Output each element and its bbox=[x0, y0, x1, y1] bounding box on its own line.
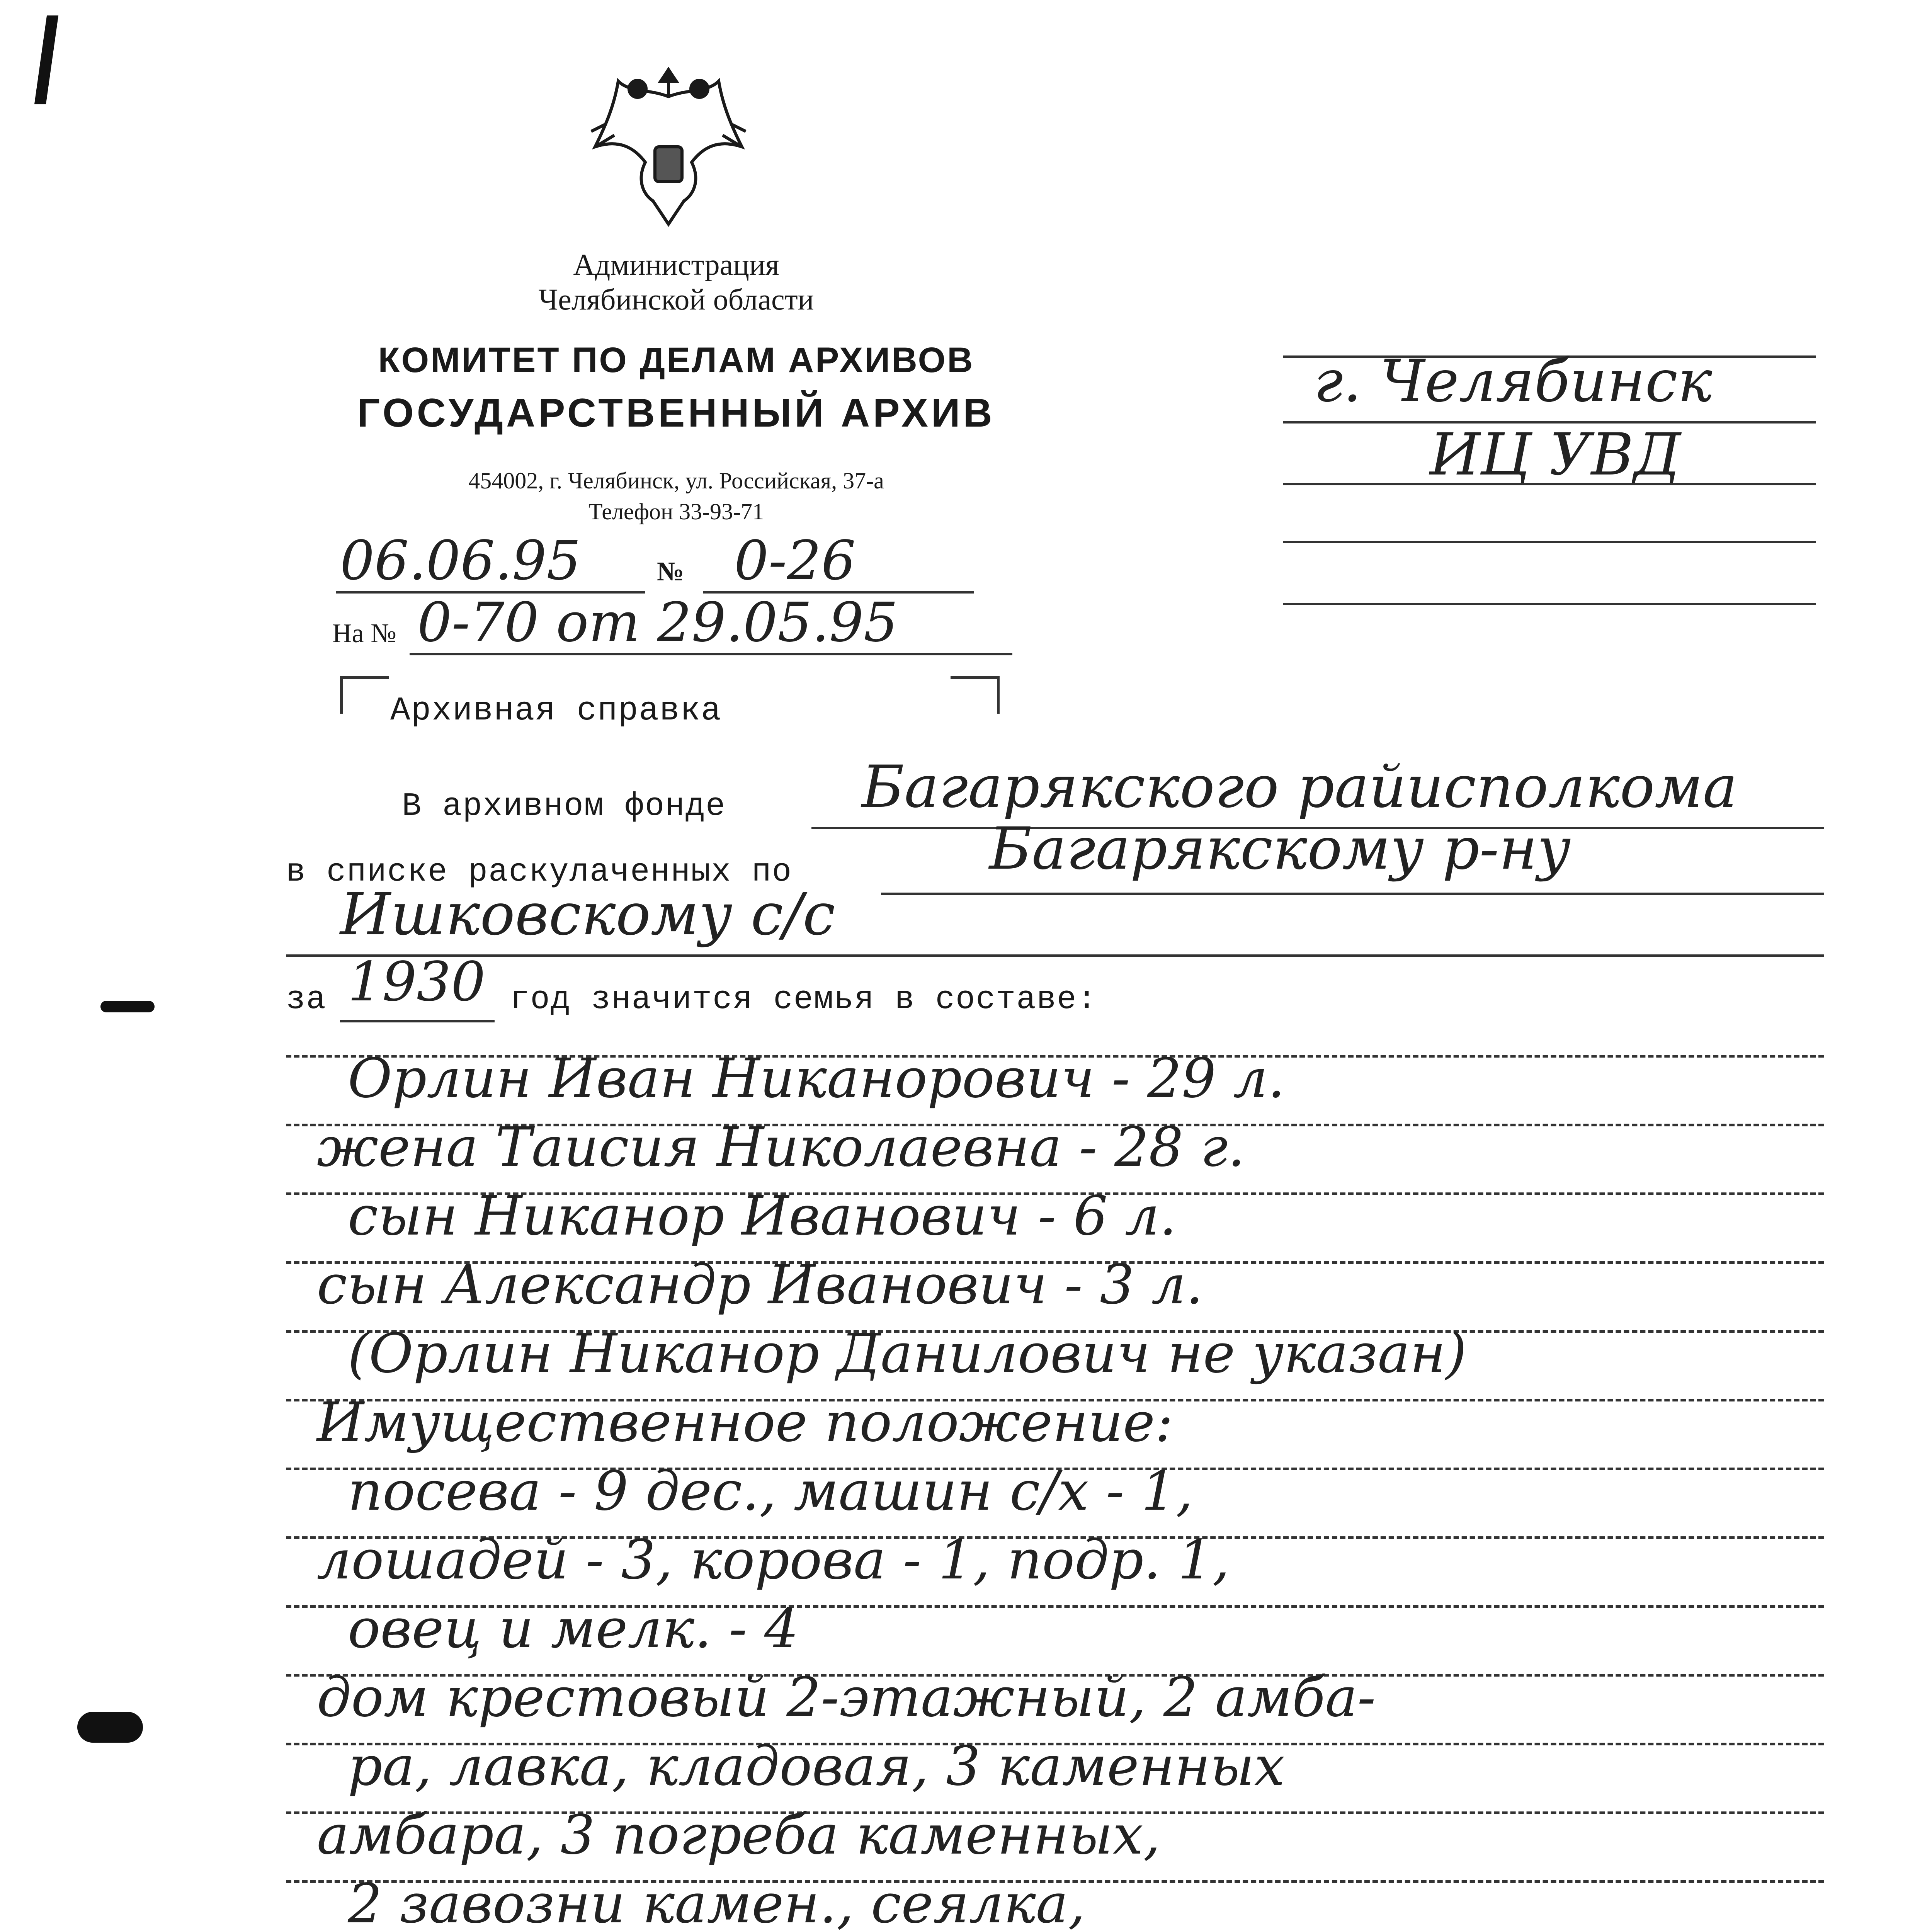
document-type: Архивная справка bbox=[390, 692, 722, 730]
header-address: 454002, г. Челябинск, ул. Российская, 37-а bbox=[468, 468, 884, 493]
handwritten-line: лошадей - 3, корова - 1, подр. 1, bbox=[317, 1529, 1230, 1592]
reference-no-label: № bbox=[657, 557, 684, 587]
handwritten-line: сын Никанор Иванович - 6 л. bbox=[348, 1185, 1177, 1248]
handwritten-line: (Орлин Никанор Данилович не указан) bbox=[348, 1322, 1467, 1385]
handwritten-line: сын Александр Иванович - 3 л. bbox=[317, 1253, 1203, 1316]
list-label: в списке раскулаченных по bbox=[286, 854, 793, 891]
handwritten-line: жена Таисия Николаевна - 28 г. bbox=[317, 1116, 1245, 1179]
year-value: 1930 bbox=[348, 951, 486, 1014]
header-administration: Администрация bbox=[573, 248, 779, 281]
reference-number: 0-26 bbox=[734, 529, 856, 592]
handwritten-line: 2 завозни камен., сеялка, bbox=[348, 1872, 1085, 1932]
reply-value: 0-70 от 29.05.95 bbox=[417, 591, 898, 654]
coat-of-arms-icon bbox=[572, 46, 765, 240]
handwritten-line: Орлин Иван Никанорович - 29 л. bbox=[348, 1047, 1285, 1110]
address-bracket-left bbox=[340, 676, 389, 714]
fond-value: Багарякского райисполкома bbox=[862, 753, 1738, 821]
reference-date: 06.06.95 bbox=[340, 529, 581, 592]
recipient-org: ИЦ УВД bbox=[1430, 421, 1681, 488]
handwritten-line: овец и мелк. - 4 bbox=[348, 1597, 799, 1660]
list-value: Багарякскому р-ну bbox=[989, 815, 1571, 883]
scan-mark bbox=[77, 1712, 143, 1743]
header-archive: ГОСУДАРСТВЕННЫЙ АРХИВ bbox=[357, 391, 995, 435]
year-text: год значится семья в составе: bbox=[510, 981, 1097, 1018]
fond-label: В архивном фонде bbox=[402, 788, 726, 825]
handwritten-line: посева - 9 дес., машин с/х - 1, bbox=[348, 1460, 1193, 1523]
handwritten-line: ра, лавка, кладовая, 3 каменных bbox=[348, 1735, 1285, 1798]
scan-mark bbox=[100, 1001, 155, 1012]
header-committee: КОМИТЕТ ПО ДЕЛАМ АРХИВОВ bbox=[378, 340, 975, 380]
recipient-city: г. Челябинск bbox=[1314, 348, 1713, 415]
list-value-village: Ишковскому с/с bbox=[340, 881, 835, 948]
address-bracket-right bbox=[951, 676, 1000, 714]
handwritten-line: дом крестовый 2-этажный, 2 амба- bbox=[317, 1666, 1376, 1729]
handwritten-line: Имущественное положение: bbox=[317, 1391, 1173, 1454]
header-region: Челябинской области bbox=[538, 282, 814, 316]
reply-label: На № bbox=[332, 619, 396, 648]
year-label: за bbox=[286, 981, 327, 1018]
header-phone: Телефон 33-93-71 bbox=[588, 499, 764, 524]
scan-mark bbox=[34, 15, 58, 104]
handwritten-line: амбара, 3 погреба каменных, bbox=[317, 1804, 1161, 1867]
